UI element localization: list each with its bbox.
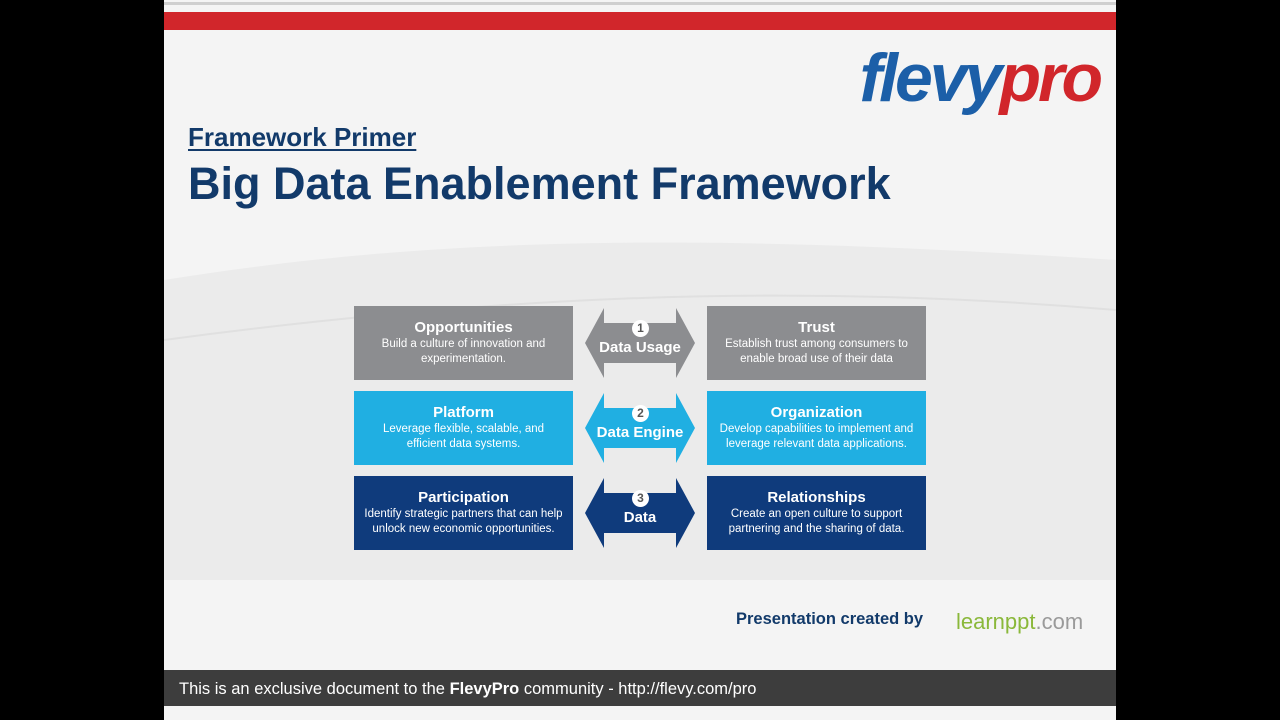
box-title: Organization bbox=[770, 404, 863, 421]
arrow-label: Data Engine bbox=[596, 424, 684, 441]
box-description: Develop capabilities to implement and leverage relevant data applications. bbox=[719, 423, 914, 450]
box-description: Create an open culture to support partnering and the sharing of data. bbox=[728, 508, 905, 535]
step-number: 1 bbox=[632, 320, 649, 337]
footer-pre: This is an exclusive document to the bbox=[179, 680, 445, 698]
arrow-data bbox=[585, 478, 695, 548]
learnppt-logo[interactable] bbox=[956, 609, 1083, 635]
box-title: Platform bbox=[433, 404, 494, 421]
arrow-label: Data Usage bbox=[599, 339, 681, 356]
box-opportunities bbox=[354, 306, 573, 380]
page-subtitle: Framework Primer bbox=[188, 122, 417, 152]
box-title: Participation bbox=[418, 489, 509, 506]
arrow-data-engine bbox=[585, 393, 695, 463]
box-platform bbox=[354, 391, 573, 465]
footer-bar bbox=[164, 670, 1116, 706]
learnppt-domain: .com bbox=[1035, 609, 1084, 634]
footer-link[interactable]: community - http://flevy.com/pro bbox=[523, 680, 757, 698]
box-title: Trust bbox=[798, 319, 835, 336]
arrow-label: Data bbox=[623, 509, 657, 526]
box-organization bbox=[707, 391, 926, 465]
arrow-data-usage bbox=[585, 308, 695, 378]
box-description: Build a culture of innovation and experimentation. bbox=[381, 338, 546, 365]
box-title: Opportunities bbox=[414, 319, 513, 336]
footer-text bbox=[179, 680, 756, 699]
box-description: Establish trust among consumers to enable broad use of their data bbox=[725, 338, 908, 365]
box-description: Identify strategic partners that can help unlock new economic opportunities. bbox=[364, 508, 563, 535]
footer-brand: FlevyPro bbox=[449, 680, 520, 698]
box-description: Leverage flexible, scalable, and efficient data systems. bbox=[382, 423, 545, 450]
learnppt-brand: learnppt bbox=[956, 609, 1036, 634]
slide bbox=[164, 0, 1116, 720]
step-number: 3 bbox=[632, 490, 649, 507]
logo-part-flevy: flevy bbox=[859, 40, 1000, 116]
credit-text: Presentation created by bbox=[736, 610, 924, 628]
page-title: Big Data Enablement Framework bbox=[188, 158, 891, 209]
header-red-bar bbox=[164, 12, 1116, 30]
flevypro-logo bbox=[859, 40, 1100, 116]
logo-part-pro: pro bbox=[999, 40, 1100, 116]
step-number: 2 bbox=[632, 405, 649, 422]
box-title: Relationships bbox=[767, 489, 866, 506]
box-participation bbox=[354, 476, 573, 550]
box-trust bbox=[707, 306, 926, 380]
box-relationships bbox=[707, 476, 926, 550]
top-line bbox=[164, 2, 1116, 5]
